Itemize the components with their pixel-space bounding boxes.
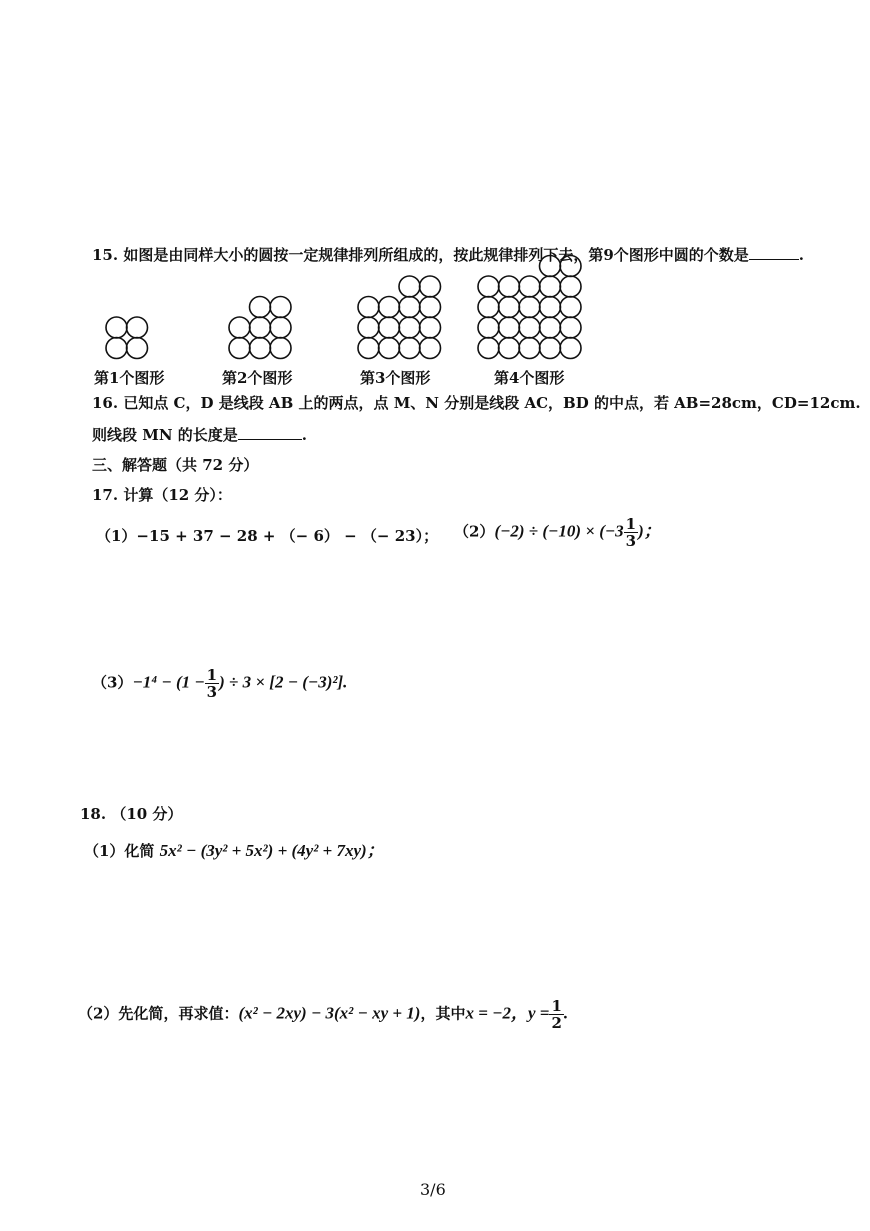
q17-part3-expr-a: −1⁴ − (1 − <box>132 672 205 692</box>
q17-part3-fraction: $\frac{1}{3}$ <box>206 666 218 701</box>
figure-4-circle <box>499 276 520 297</box>
figure-3-circle <box>399 338 420 359</box>
figure-4-circle <box>540 256 561 277</box>
figure-3-circle <box>399 276 420 297</box>
figure-3-circle <box>379 297 400 318</box>
figure-2-circle <box>229 338 250 359</box>
figure-4-circle <box>519 297 540 318</box>
figure-4-circle <box>560 317 581 338</box>
figure-4-circle <box>540 297 561 318</box>
q18-part2-fraction: $\frac{1}{2}$ <box>551 997 562 1032</box>
figure-2-circle <box>250 317 271 338</box>
q17-part1: （1）−15 + 37 − 28 + （− 6） − （− 23）； <box>96 527 439 545</box>
figure-label-3: 第3个图形 <box>360 369 431 387</box>
section-3-heading: 三、解答题（共 72 分） <box>92 456 259 474</box>
figure-4-circle <box>560 276 581 297</box>
figure-4-circle <box>499 317 520 338</box>
page-number: 3/6 <box>420 1180 446 1199</box>
q18-part2-condition: x = −2，y = <box>465 1003 550 1023</box>
q16-tail: . <box>301 426 307 444</box>
q17-part3-label: （3） <box>92 673 133 692</box>
figure-3-circle <box>379 317 400 338</box>
q16-line1: 16. 已知点 C，D 是线段 AB 上的两点，点 M、N 分别是线段 AC，BD 的中点，若 AB=28cm，CD=12cm. <box>92 394 861 412</box>
figure-4-circle <box>478 338 499 359</box>
figure-4-circle <box>478 317 499 338</box>
figure-4-circle <box>540 276 561 297</box>
figure-4-circle <box>540 338 561 359</box>
figure-4-circle <box>499 297 520 318</box>
q17-title: 17. 计算（12 分）： <box>92 486 232 504</box>
q16-line2-text: 则线段 MN 的长度是 <box>92 426 238 444</box>
figure-2-circle <box>229 317 250 338</box>
q17-part2-label: （2） <box>454 522 495 541</box>
figure-3-circle <box>358 297 379 318</box>
q18-part1-label: （1）化简 <box>84 842 155 860</box>
q17-part2-expr: (−2) ÷ (−10) × (−3 <box>494 521 624 541</box>
figure-4-circle <box>560 297 581 318</box>
q17-part2-fraction: $\frac{1}{3}$ <box>625 515 637 550</box>
figure-2-circle <box>250 338 271 359</box>
q18-part1-expr: 5x² − (3y² + 5x²) + (4y² + 7xy)； <box>159 841 384 860</box>
figure-3-circle <box>358 317 379 338</box>
figure-4-circle <box>540 317 561 338</box>
figure-3-circle <box>420 276 441 297</box>
figure-label-2: 第2个图形 <box>222 369 293 387</box>
figure-4-circle <box>478 276 499 297</box>
q18-part1 <box>84 836 384 861</box>
q18-part2-mid: ，其中 <box>420 1004 466 1023</box>
figure-4-circle <box>499 338 520 359</box>
q17-part3-expr-b: ) ÷ 3 × [2 − (−3)²]. <box>219 672 348 692</box>
q16-answer-blank <box>238 425 302 440</box>
q18-part2 <box>78 998 568 1031</box>
q18-title: 18. （10 分） <box>80 805 183 823</box>
figure-1-circle <box>127 317 148 338</box>
q18-part2-expr: (x² − 2xy) − 3(x² − xy + 1) <box>238 1003 421 1023</box>
figure-4-circle <box>519 317 540 338</box>
q17-part2-tail: )； <box>638 521 661 541</box>
figure-label-1: 第1个图形 <box>94 369 165 387</box>
q18-part2-tail: . <box>563 1003 569 1023</box>
figure-4-circle <box>519 338 540 359</box>
q17-part3 <box>92 667 347 700</box>
q16-line2 <box>92 424 307 445</box>
figure-4-circle <box>560 256 581 277</box>
figure-4-circle <box>519 276 540 297</box>
figure-1-circle <box>106 317 127 338</box>
figure-3-circle <box>358 338 379 359</box>
figure-3-circle <box>399 297 420 318</box>
figure-1-circle <box>127 338 148 359</box>
q15-stem: 15. 如图是由同样大小的圆按一定规律排列所组成的，按此规律排列下去，第9个图形中圆的个数是 <box>92 246 749 264</box>
figure-2-circle <box>270 317 291 338</box>
figure-4-circle <box>560 338 581 359</box>
q15-tail: . <box>798 246 804 264</box>
figure-3-circle <box>379 338 400 359</box>
figure-2-circle <box>250 297 271 318</box>
figure-4-circle <box>478 297 499 318</box>
q17-part2 <box>454 516 661 549</box>
figure-3-circle <box>420 338 441 359</box>
figure-1-circle <box>106 338 127 359</box>
figure-3-circle <box>420 297 441 318</box>
q18-part2-label: （2）先化简，再求值： <box>78 1004 239 1023</box>
figure-label-4: 第4个图形 <box>494 369 565 387</box>
figure-2-circle <box>270 338 291 359</box>
figure-2-circle <box>270 297 291 318</box>
figure-3-circle <box>399 317 420 338</box>
figure-3-circle <box>420 317 441 338</box>
